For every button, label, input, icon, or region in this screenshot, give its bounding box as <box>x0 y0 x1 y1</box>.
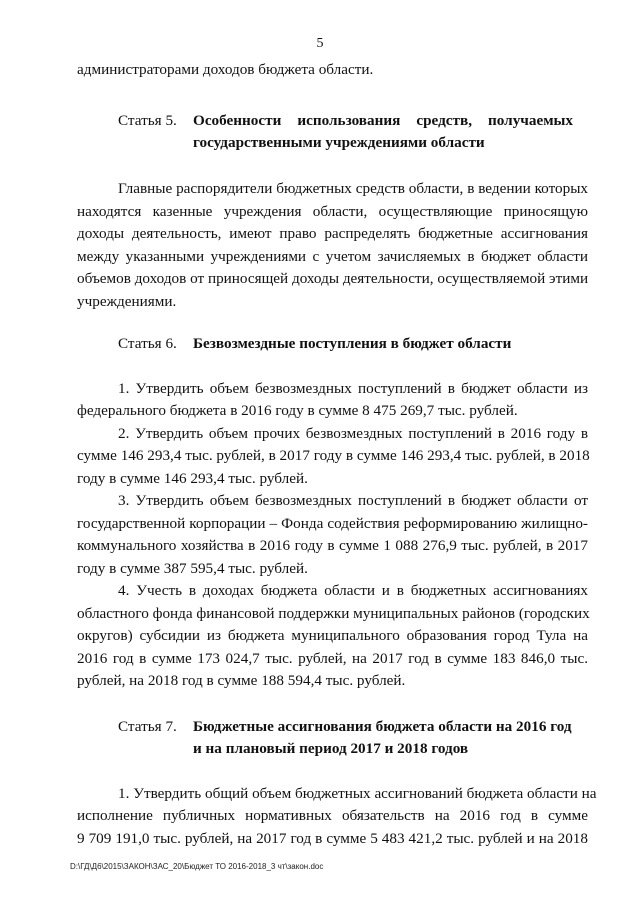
article-5-label: Статья 5. <box>118 112 177 129</box>
article-6-line: 2. Утвердить объем прочих безвозмездных поступлений в 2016 году в <box>118 425 588 442</box>
article-6-line: 4. Учесть в доходах бюджета области и в бюджетных ассигнованиях <box>118 582 588 599</box>
article-5-line: Главные распорядители бюджетных средств области, в ведении которых <box>118 180 588 197</box>
article-6-line: году в сумме 387 595,4 тыс. рублей. <box>77 560 308 577</box>
article-6-line: округов) субсидии из бюджета муниципального образования город Тула на <box>77 627 588 644</box>
article-5-line: доходы деятельность, имеют право распределять бюджетные ассигнования <box>77 225 588 242</box>
article-6-line: сумме 146 293,4 тыс. рублей, в 2017 году в сумме 146 293,4 тыс. рублей, в 2018 <box>77 447 590 464</box>
article-6-line: 2016 год в сумме 173 024,7 тыс. рублей, на 2017 год в сумме 183 846,0 тыс. <box>77 650 588 667</box>
article-7-title-line-1: Бюджетные ассигнования бюджета области на 2016 год <box>193 718 572 735</box>
article-6-line: 1. Утвердить объем безвозмездных поступлений в бюджет области из <box>118 380 588 397</box>
article-6-title: Безвозмездные поступления в бюджет области <box>193 335 512 352</box>
article-7-line: 9 709 191,0 тыс. рублей, на 2017 год в сумме 5 483 421,2 тыс. рублей и на 2018 <box>77 830 588 847</box>
article-5-title-line-1: Особенности использования средств, получаемых <box>193 112 573 129</box>
article-5-line: объемов доходов от приносящей доходы деятельности, осуществляемой этими <box>77 270 589 287</box>
article-7-line: 1. Утвердить общий объем бюджетных ассигнований бюджета области на <box>118 785 597 802</box>
article-6-line: государственной корпорации – Фонда содействия реформированию жилищно- <box>77 515 588 532</box>
article-6-line: федерального бюджета в 2016 году в сумме 8 475 269,7 тыс. рублей. <box>77 402 518 419</box>
article-6-line: году в сумме 146 293,4 тыс. рублей. <box>77 470 308 487</box>
article-7-label: Статья 7. <box>118 718 177 735</box>
article-6-line: рублей, на 2018 год в сумме 188 594,4 тыс. рублей. <box>77 672 406 689</box>
footer-file-path: D:\ГД\Д6\2015\ЗАКОН\ЗАС_20\Бюджет ТО 2016-2018_3 чт\закон.doc <box>70 862 324 871</box>
article-6-line: областного фонда финансовой поддержки муниципальных районов (городских <box>77 605 590 622</box>
article-6-line: коммунального хозяйства в 2016 году в сумме 1 088 276,9 тыс. рублей, в 2017 <box>77 537 588 554</box>
article-6-label: Статья 6. <box>118 335 177 352</box>
intro-line: администраторами доходов бюджета области. <box>77 61 374 78</box>
article-5-line: учреждениями. <box>77 293 177 310</box>
article-5-line: между указанными учреждениями с учетом зачисляемых в бюджет области <box>77 248 588 265</box>
article-7-line: исполнение публичных нормативных обязательств на 2016 год в сумме <box>77 807 588 824</box>
article-6-line: 3. Утвердить объем безвозмездных поступлений в бюджет области от <box>118 492 588 509</box>
article-7-title-line-2: и на плановый период 2017 и 2018 годов <box>193 740 469 757</box>
page-number: 5 <box>316 36 324 51</box>
article-5-title-line-2: государственными учреждениями области <box>193 134 485 151</box>
article-5-line: находятся казенные учреждения области, осуществляющие приносящую <box>77 203 588 220</box>
